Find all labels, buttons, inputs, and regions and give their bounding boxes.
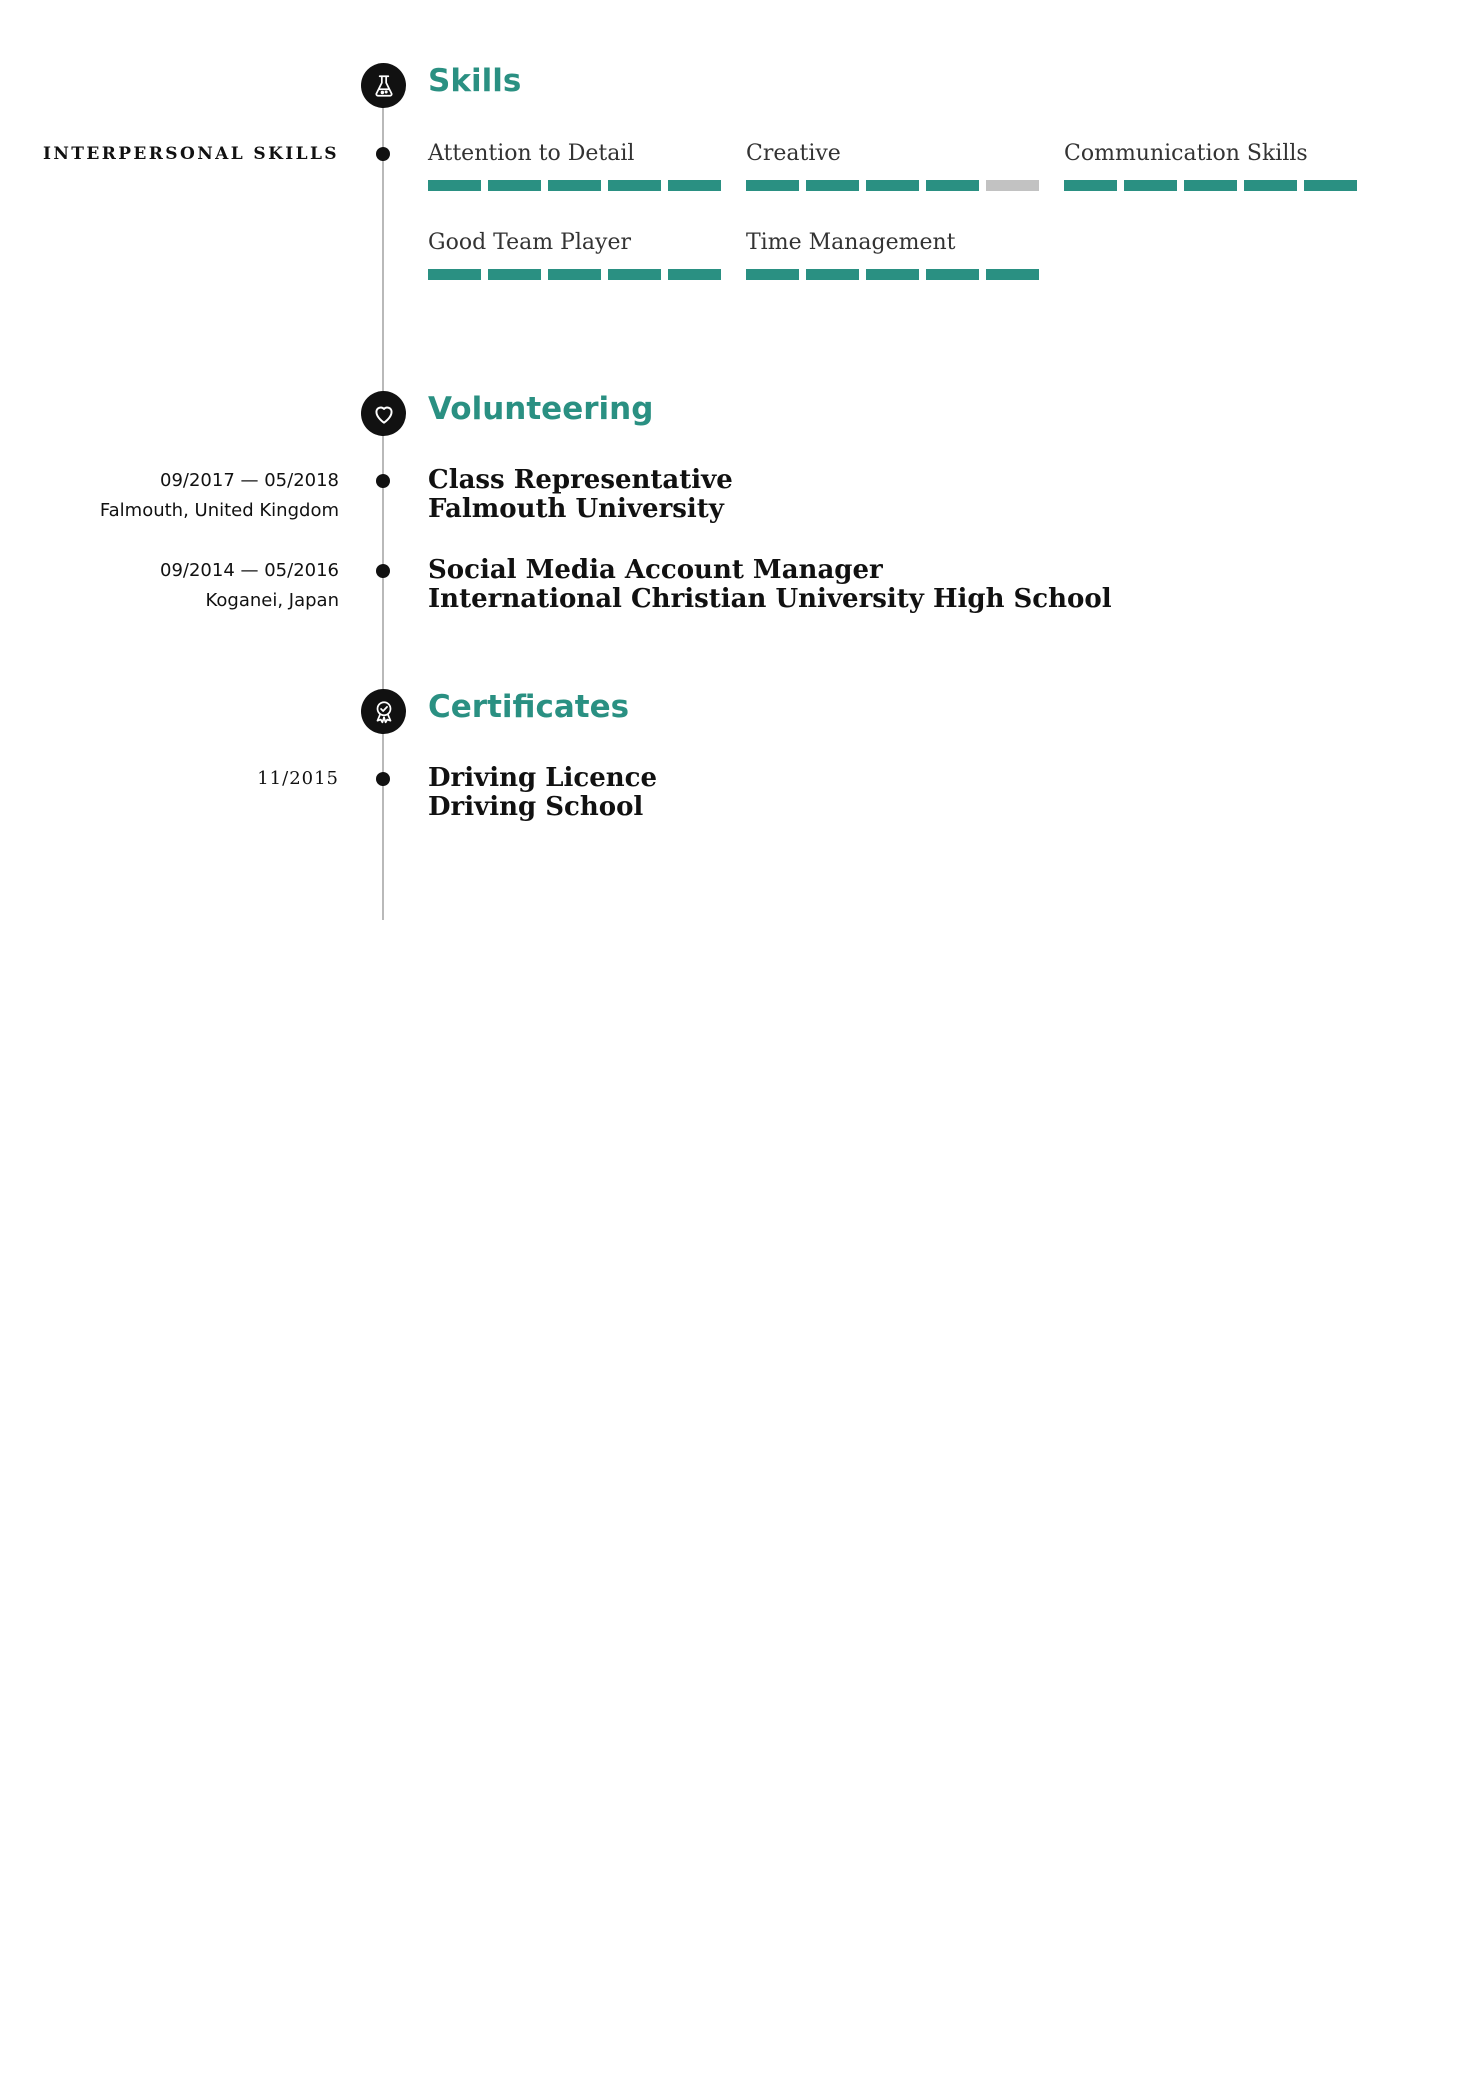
skill-level-segment-filled (746, 269, 799, 280)
timeline-dot (376, 147, 390, 161)
skill-level-segment-filled (1184, 180, 1237, 191)
skill-level-segment-filled (488, 180, 541, 191)
entry-location: Koganei, Japan (205, 590, 339, 611)
skill-level-segment-filled (488, 269, 541, 280)
entry-role: Social Media Account Manager (428, 555, 883, 585)
timeline-dot (376, 474, 390, 488)
skill-level-segment-filled (926, 269, 979, 280)
section-title-certificates: Certificates (428, 689, 630, 725)
volunteering-meta (100, 466, 339, 526)
skills-group-label: INTERPERSONAL SKILLS (43, 144, 339, 164)
skill-name: Attention to Detail (428, 141, 635, 166)
entry-date: 11/2015 (257, 768, 339, 789)
skill-level-segment-filled (866, 269, 919, 280)
skill-level-segment-filled (548, 269, 601, 280)
award-icon (361, 689, 406, 734)
timeline-dot (376, 564, 390, 578)
skill-level-bar (746, 269, 1041, 280)
skill-name: Communication Skills (1064, 141, 1308, 166)
entry-dates: 09/2014 — 05/2016 (160, 560, 339, 581)
skill-level-segment-empty (986, 180, 1039, 191)
entry-dates: 09/2017 — 05/2018 (160, 470, 339, 491)
entry-location: Falmouth, United Kingdom (99, 500, 339, 521)
skill-level-segment-filled (668, 180, 721, 191)
skill-level-bar (428, 180, 723, 191)
skill-level-segment-filled (1064, 180, 1117, 191)
skill-level-segment-filled (1244, 180, 1297, 191)
certificate-issuer: Driving School (428, 792, 644, 822)
volunteering-entry (428, 556, 1112, 614)
skill-name: Good Team Player (428, 230, 632, 255)
skill-level-segment-filled (866, 180, 919, 191)
section-title-skills: Skills (428, 63, 522, 99)
skill-level-segment-filled (806, 269, 859, 280)
skill-level-segment-filled (746, 180, 799, 191)
skill-level-segment-filled (608, 180, 661, 191)
entry-organization: International Christian University High School (428, 584, 1112, 614)
skill-name: Time Management (746, 230, 956, 255)
skill-level-bar (428, 269, 723, 280)
skill-level-bar (1064, 180, 1359, 191)
flask-icon (361, 63, 406, 108)
skill-level-segment-filled (1124, 180, 1177, 191)
entry-role: Class Representative (428, 465, 733, 495)
skill-level-segment-filled (926, 180, 979, 191)
skill-level-segment-filled (806, 180, 859, 191)
skill-item (1064, 143, 1359, 191)
skill-name: Creative (746, 141, 841, 166)
volunteering-entry (428, 466, 733, 524)
skill-item (746, 143, 1041, 191)
skill-level-segment-filled (668, 269, 721, 280)
entry-organization: Falmouth University (428, 494, 724, 524)
section-title-volunteering: Volunteering (428, 391, 654, 427)
skill-item (428, 143, 723, 191)
skill-level-segment-filled (428, 180, 481, 191)
skill-level-segment-filled (1304, 180, 1357, 191)
heart-icon (361, 391, 406, 436)
skill-level-bar (746, 180, 1041, 191)
skill-level-segment-filled (608, 269, 661, 280)
certificate-entry (428, 764, 657, 822)
skill-level-segment-filled (548, 180, 601, 191)
volunteering-meta (160, 556, 339, 616)
skill-level-segment-filled (986, 269, 1039, 280)
skill-level-segment-filled (428, 269, 481, 280)
certificate-meta (257, 764, 339, 794)
certificate-name: Driving Licence (428, 763, 658, 793)
skill-item (428, 232, 723, 280)
timeline-dot (376, 772, 390, 786)
skill-item (746, 232, 1041, 280)
timeline-line (382, 100, 384, 920)
